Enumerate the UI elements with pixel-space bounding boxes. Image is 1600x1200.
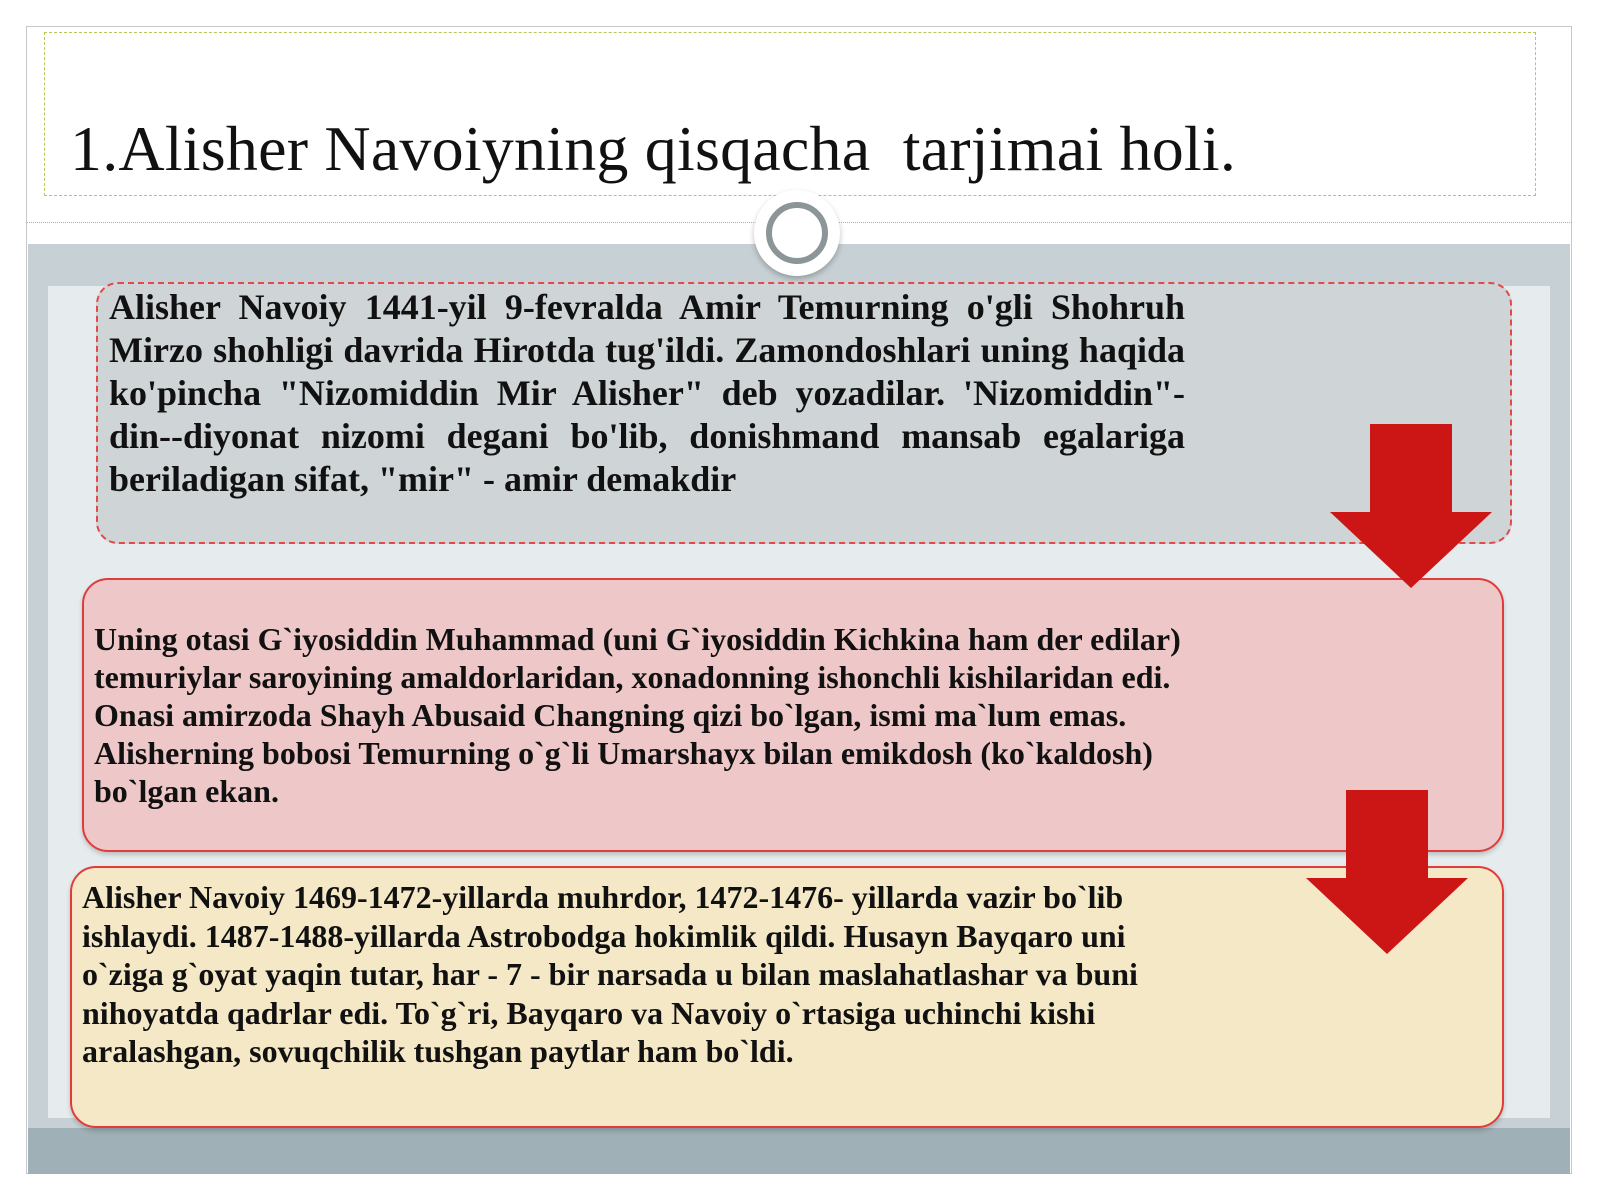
bottom-strip (28, 1128, 1570, 1174)
biography-box-birth (96, 282, 1512, 544)
arrow-down-icon (1330, 424, 1492, 588)
biography-box-career (70, 866, 1504, 1128)
box-text: Uning otasi G`iyosiddin Muhammad (uni G`iyosiddin Kichkina ham der edilar) temuriylar saroyining amaldorlaridan, xonadonning ishonchli kishilaridan edi. Onasi amirzoda Shayh Abusaid Changning qizi bo`lgan, ismi ma`lum emas. Alisherning bobosi Temurning o`g`li Umarshayx bilan emikdosh (ko`kaldosh) bo`lgan ekan. (94, 621, 1181, 809)
box-text: Alisher Navoiy 1441-yil 9-fevralda Amir Temurning o'gli Shohruh Mirzo shohligi davrida Hirotda tug'ildi. Zamondoshlari uning haqida ko'pincha "Nizomiddin Mir Alisher" deb yozadilar. 'Nizomiddin"-din--diyonat nizomi degani bo'lib, donishmand mansab egalariga beriladigan sifat, "mir" - amir demakdir (109, 287, 1185, 499)
box-text: Alisher Navoiy 1469-1472-yillarda muhrdor, 1472-1476- yillarda vazir bo`lib ishlaydi. 1487-1488-yillarda Astrobodga hokimlik qildi. Husayn Bayqaro uni o`ziga g`oyat yaqin tutar, har - 7 - bir narsada u bilan maslahatlashar va buni nihoyatda qadrlar edi. To`g`ri, Bayqaro va Navoiy o`rtasiga uchinchi kishi aralashgan, sovuqchilik tushgan paytlar ham bo`ldi. (82, 879, 1138, 1069)
arrow-down-icon (1306, 790, 1468, 954)
ring-ornament-icon (754, 190, 840, 276)
biography-box-family (82, 578, 1504, 852)
slide-title: 1.Alisher Navoiyning qisqacha tarjimai holi. (70, 113, 1237, 184)
